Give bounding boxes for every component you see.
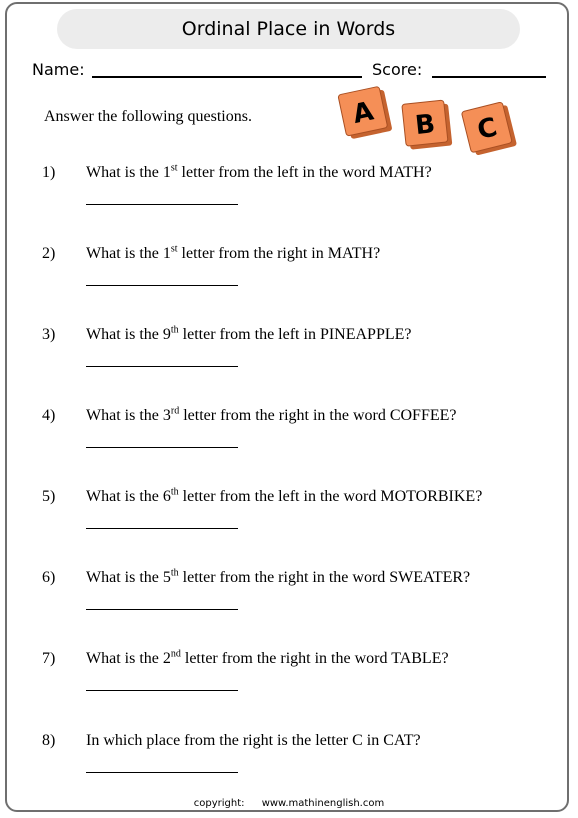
question-7	[0, 650, 578, 710]
abc-tiles-illustration	[334, 84, 524, 164]
tile-b-letter: B	[413, 109, 437, 142]
answer-line[interactable]	[86, 690, 238, 691]
copyright-label: copyright:	[193, 798, 245, 809]
question-3	[0, 326, 578, 386]
question-4	[0, 407, 578, 467]
answer-line[interactable]	[86, 366, 238, 367]
site-link[interactable]: www.mathinenglish.com	[261, 798, 385, 809]
question-number: 8)	[42, 732, 56, 749]
question-number: 6)	[42, 569, 56, 586]
instruction-text: Answer the following questions.	[44, 108, 252, 125]
question-6	[0, 569, 578, 629]
score-field[interactable]	[432, 76, 546, 78]
question-2	[0, 245, 578, 305]
question-number: 7)	[42, 650, 56, 667]
question-number: 1)	[42, 164, 56, 181]
name-score-row	[32, 58, 552, 84]
footer	[0, 798, 578, 809]
answer-line[interactable]	[86, 204, 238, 205]
question-text: What is the 3rd letter from the right in the word COFFEE?	[86, 405, 457, 424]
worksheet-title: Ordinal Place in Words	[57, 9, 520, 49]
question-text: In which place from the right is the letter C in CAT?	[86, 732, 421, 749]
question-5	[0, 488, 578, 548]
question-number: 4)	[42, 407, 56, 424]
tile-c-letter: C	[474, 112, 501, 147]
question-text: What is the 1st letter from the right in MATH?	[86, 243, 381, 262]
question-number: 3)	[42, 326, 56, 343]
question-number: 2)	[42, 245, 56, 262]
tile-a-letter: A	[350, 96, 377, 130]
question-text: What is the 5th letter from the right in the word SWEATER?	[86, 567, 471, 586]
answer-line[interactable]	[86, 609, 238, 610]
question-number: 5)	[42, 488, 56, 505]
answer-line[interactable]	[86, 285, 238, 286]
question-1	[0, 164, 578, 224]
question-text: What is the 1st letter from the left in the word MATH?	[86, 162, 432, 181]
answer-line[interactable]	[86, 528, 238, 529]
name-field[interactable]	[92, 76, 362, 78]
tile-c	[461, 101, 517, 157]
question-text: What is the 2nd letter from the right in the word TABLE?	[86, 648, 449, 667]
name-label: Name:	[32, 60, 85, 79]
score-label: Score:	[372, 60, 423, 79]
question-8	[0, 732, 578, 792]
question-text: What is the 9th letter from the left in PINEAPPLE?	[86, 324, 412, 343]
question-text: What is the 6th letter from the left in the word MOTORBIKE?	[86, 486, 483, 505]
tile-a	[338, 85, 393, 140]
answer-line[interactable]	[86, 772, 238, 773]
tile-b	[402, 100, 453, 151]
answer-line[interactable]	[86, 447, 238, 448]
